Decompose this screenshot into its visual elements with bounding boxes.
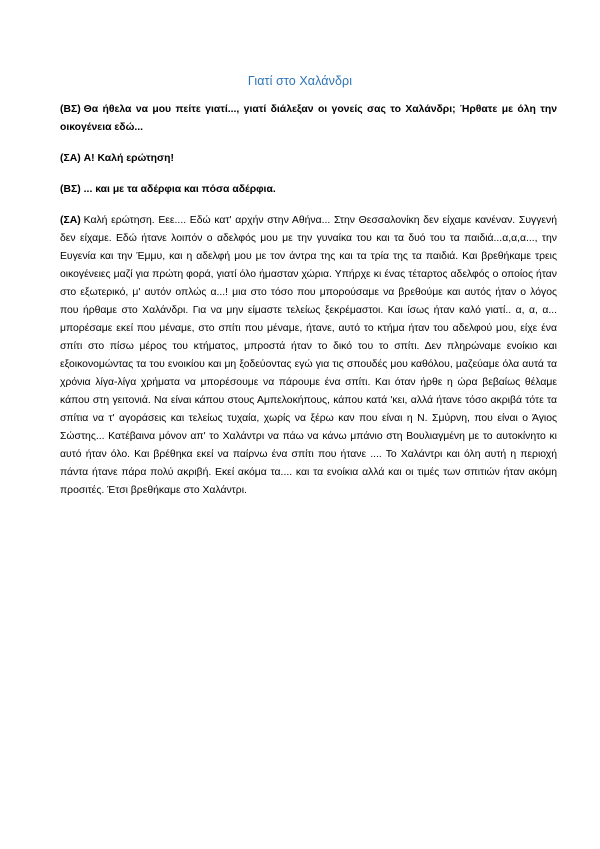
paragraph-text: Α! Καλή ερώτηση! [83, 153, 174, 164]
document-body [60, 101, 557, 513]
paragraph-answer-1 [60, 150, 557, 168]
paragraph-text: ... και με τα αδέρφια και πόσα αδέρφια. [83, 184, 276, 195]
paragraph-question-2 [60, 181, 557, 199]
speaker-label: (ΣΑ) [60, 153, 81, 164]
paragraph-text: Θα ήθελα να μου πείτε γιατί..., γιατί διάλεξαν οι γονείς σας το Χαλάνδρι; Ήρθατε με όλη την οικογένεια εδώ... [60, 104, 557, 133]
document-title: Γιατί στο Χαλάνδρι [247, 74, 353, 88]
speaker-label: (ΣΑ) [60, 215, 81, 226]
paragraph-question-1 [60, 101, 557, 137]
paragraph-text: Καλή ερώτηση. Εεε.... Εδώ κατ' αρχήν στην Αθήνα... Στην Θεσσαλονίκη δεν είχαμε κανέναν. Συγγενή δεν είχαμε. Εδώ ήτανε λοιπόν ο αδελφός μου με την γυναίκα του και τα δυό του τα παιδιά...α,α,α..., την Ευγενία και την Έμμυ, και η αδελφή μου με τον άντρα της και τα τρία της τα παιδιά. Και βρεθήκαμε τρεις οικογένειες μαζί για πρώτη φορά, γιατί όλο ήμασταν χώρια. Υπήρχε κι ένας τέταρτος αδελφός ο οποίος ήταν στο εξωτερικό, μ' αυτόν οπλώς α...! μια στο τόσο που μπορούσαμε να βρεθούμε και αυτός ήταν ο λόγος που ήρθαμε στο Χαλάνδρι. Για να μην είμαστε τελείως ξεκρέμαστοι. Και ίσως ήταν καλό γιατί.. α, α, α... μπορέσαμε εκεί που μέναμε, στο σπίτι που μέναμε, ήτανε, αυτό το κτήμα ήταν του αδελφού μου, είχε ένα σπίτι στο πίσω μέρος του κτήματος, μπροστά ήταν το δικό του το σπίτι. Δεν πληρώναμε ενοίκιο και εξοικονομώντας τα του ενοικίου και μη ξοδεύοντας εγώ για τις σπουδές μου καθόλου, μαζεύαμε όλα αυτά τα χρόνια λίγα-λίγα χρήματα να μπορέσουμε να πάρουμε ένα σπίτι. Και όταν ήρθε η ώρα βεβαίως θέλαμε κάπου στη γειτονιά. Να είναι κάπου στους Αμπελοκήπους, κάπου κατά 'κει, αλλά ήτανε τόσο ακριβά τότε τα σπίτια να τ' αγοράσεις και τελείως τυχαία, χωρίς να ξέρω καν που είναι η Ν. Σμύρνη, που είναι ο Άγιος Σώστης... Κατέβαινα μόνον απ' το Χαλάντρι να πάω να κάνω μπάνιο στη Βουλιαγμένη με το αυτοκίνητο κι αυτό ήταν όλο. Και βρέθηκα εκεί να παίρνω ένα σπίτι που ήτανε .... Το Χαλάντρι και όλη αυτή η περιοχή πάντα ήτανε πάρα πολύ ακριβή. Εκεί ακόμα τα.... και τα ενοίκια αλλά και οι τιμές των σπιτιών ήταν ακόμη προσιτές. Έτσι βρεθήκαμε στο Χαλάντρι. [60, 215, 557, 496]
paragraph-answer-2 [60, 212, 557, 500]
speaker-label: (ΒΣ) [60, 184, 81, 195]
speaker-label: (ΒΣ) [60, 104, 81, 115]
